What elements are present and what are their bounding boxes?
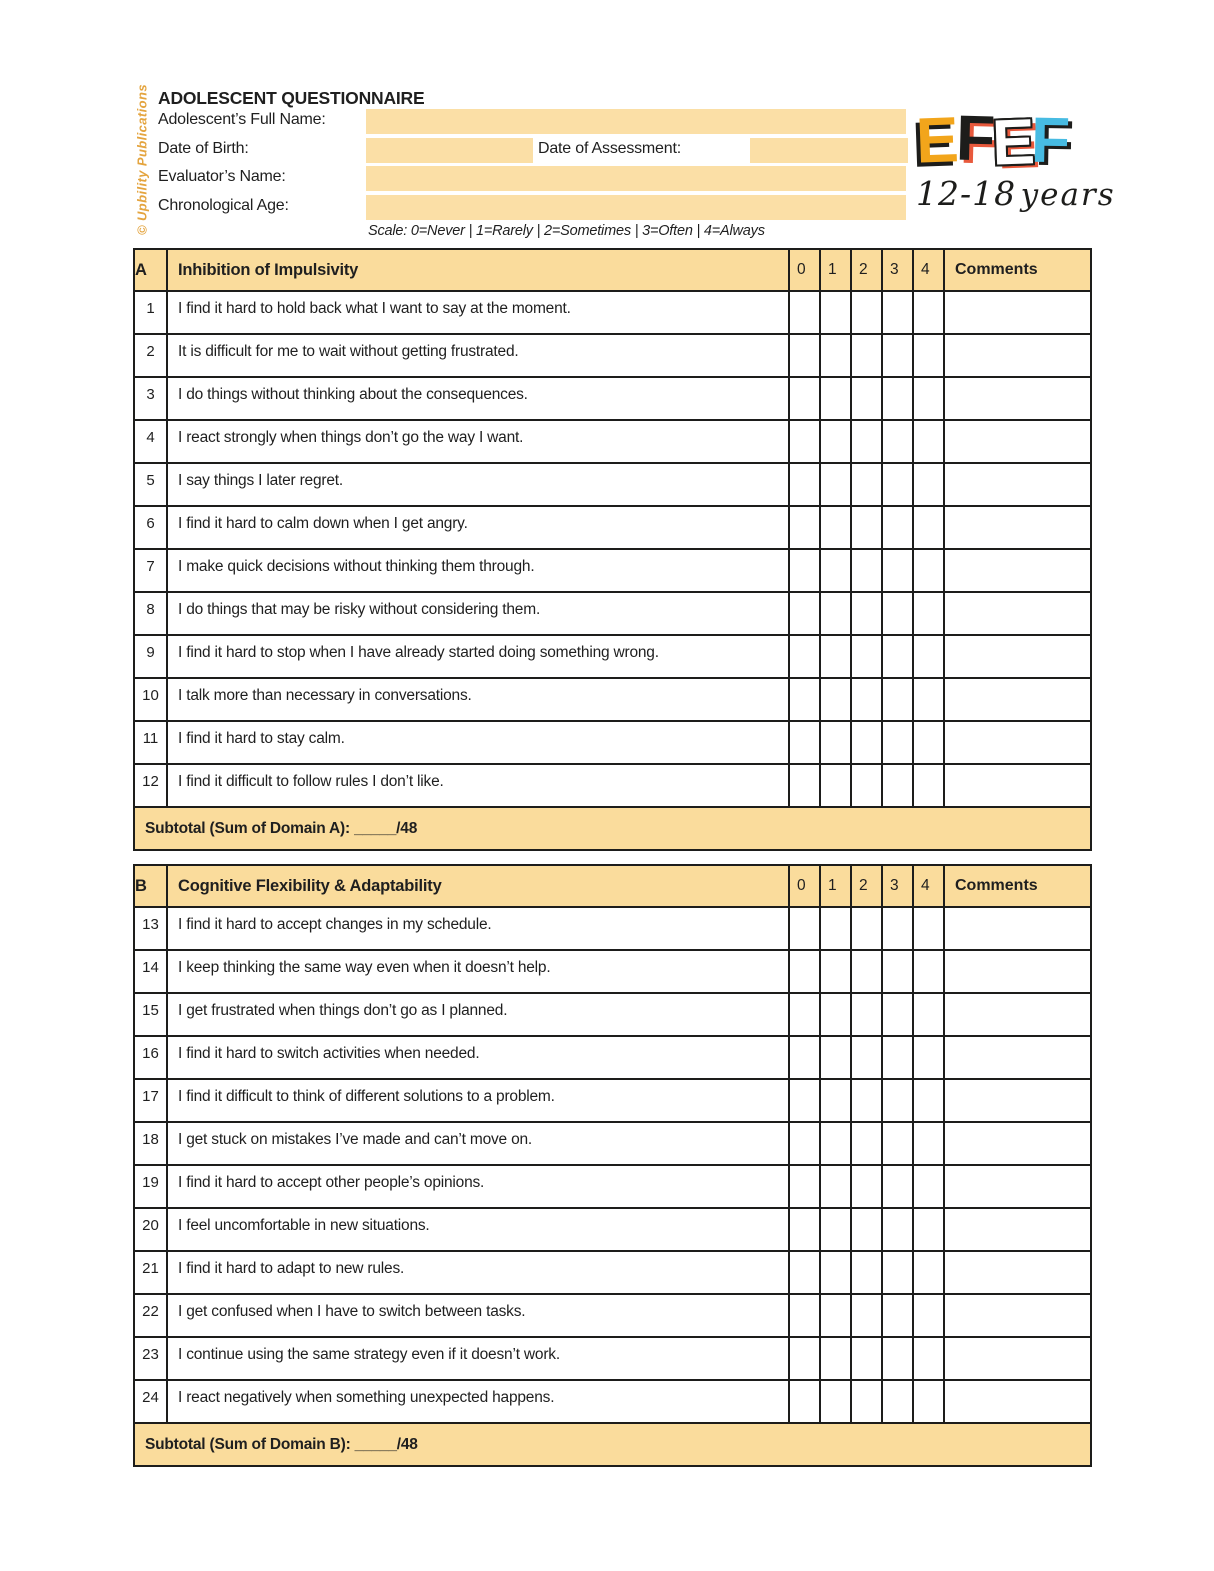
score-cell-2[interactable] xyxy=(851,1036,882,1079)
comment-cell[interactable] xyxy=(944,721,1091,764)
score-cell-1[interactable] xyxy=(820,1380,851,1423)
score-cell-4[interactable] xyxy=(913,1165,944,1208)
item-number: 6 xyxy=(134,506,167,549)
item-number: 20 xyxy=(134,1208,167,1251)
score-cell-0[interactable] xyxy=(789,1165,820,1208)
efef-letter-4: F xyxy=(1030,103,1069,177)
chronological-age-field[interactable] xyxy=(366,195,906,220)
efef-logo xyxy=(914,101,1116,213)
score-cell-2[interactable] xyxy=(851,1251,882,1294)
domain-b-code: B xyxy=(134,865,167,907)
score-cell-3[interactable] xyxy=(882,1294,913,1337)
assessment-date-field[interactable] xyxy=(750,138,908,163)
score-cell-1[interactable] xyxy=(820,1079,851,1122)
item-statement: I make quick decisions without thinking them through. xyxy=(167,549,789,592)
score-cell-3[interactable] xyxy=(882,1036,913,1079)
score-cell-2[interactable] xyxy=(851,592,882,635)
score-cell-0[interactable] xyxy=(789,1337,820,1380)
comment-cell[interactable] xyxy=(944,678,1091,721)
question-row xyxy=(134,1165,1091,1208)
assessment-date-label: Date of Assessment: xyxy=(538,140,681,157)
item-statement: I do things that may be risky without considering them. xyxy=(167,592,789,635)
efef-letter-2: F xyxy=(954,101,993,175)
comment-cell[interactable] xyxy=(944,1208,1091,1251)
score-cell-1[interactable] xyxy=(820,950,851,993)
chronological-age-label: Chronological Age: xyxy=(158,197,289,214)
question-row xyxy=(134,721,1091,764)
comment-cell[interactable] xyxy=(944,1294,1091,1337)
item-number: 13 xyxy=(134,907,167,950)
form-header xyxy=(0,0,1214,248)
comment-cell[interactable] xyxy=(944,291,1091,334)
copyright-vertical-text: © Upbility Publications xyxy=(134,84,150,235)
item-statement: I react negatively when something unexpected happens. xyxy=(167,1380,789,1423)
question-row xyxy=(134,1251,1091,1294)
score-cell-4[interactable] xyxy=(913,950,944,993)
item-statement: I say things I later regret. xyxy=(167,463,789,506)
item-number: 11 xyxy=(134,721,167,764)
score-cell-2[interactable] xyxy=(851,635,882,678)
score-cell-4[interactable] xyxy=(913,1337,944,1380)
score-cell-0[interactable] xyxy=(789,506,820,549)
score-cell-3[interactable] xyxy=(882,1380,913,1423)
question-row xyxy=(134,1337,1091,1380)
score-cell-0[interactable] xyxy=(789,1036,820,1079)
item-number: 15 xyxy=(134,993,167,1036)
score-cell-4[interactable] xyxy=(913,592,944,635)
domain-a-subtotal-row xyxy=(134,807,1091,850)
question-row xyxy=(134,420,1091,463)
item-number: 19 xyxy=(134,1165,167,1208)
score-cell-3[interactable] xyxy=(882,635,913,678)
item-statement: I find it difficult to follow rules I don’t like. xyxy=(167,764,789,807)
domain-b-subtotal-row xyxy=(134,1423,1091,1466)
item-number: 17 xyxy=(134,1079,167,1122)
score-cell-0[interactable] xyxy=(789,377,820,420)
score-cell-1[interactable] xyxy=(820,678,851,721)
comment-cell[interactable] xyxy=(944,463,1091,506)
item-statement: I get frustrated when things don’t go as I planned. xyxy=(167,993,789,1036)
comment-cell[interactable] xyxy=(944,1036,1091,1079)
score-cell-3[interactable] xyxy=(882,506,913,549)
comment-cell[interactable] xyxy=(944,1165,1091,1208)
score-cell-2[interactable] xyxy=(851,549,882,592)
score-cell-4[interactable] xyxy=(913,1079,944,1122)
score-cell-3[interactable] xyxy=(882,377,913,420)
item-number: 3 xyxy=(134,377,167,420)
domain-b-header-row xyxy=(134,865,1091,907)
score-cell-4[interactable] xyxy=(913,420,944,463)
score-cell-2[interactable] xyxy=(851,1380,882,1423)
score-cell-1[interactable] xyxy=(820,377,851,420)
score-cell-4[interactable] xyxy=(913,506,944,549)
score-cell-4[interactable] xyxy=(913,721,944,764)
comment-cell[interactable] xyxy=(944,420,1091,463)
comment-cell[interactable] xyxy=(944,764,1091,807)
score-cell-2[interactable] xyxy=(851,1208,882,1251)
score-cell-2[interactable] xyxy=(851,993,882,1036)
question-row xyxy=(134,506,1091,549)
score-cell-1[interactable] xyxy=(820,506,851,549)
score-cell-3[interactable] xyxy=(882,1337,913,1380)
item-number: 22 xyxy=(134,1294,167,1337)
score-cell-3[interactable] xyxy=(882,549,913,592)
score-cell-4[interactable] xyxy=(913,549,944,592)
page-title: ADOLESCENT QUESTIONNAIRE xyxy=(158,88,425,108)
score-cell-1[interactable] xyxy=(820,1251,851,1294)
score-cell-0[interactable] xyxy=(789,549,820,592)
comment-cell[interactable] xyxy=(944,1380,1091,1423)
scale-col-4: 4 xyxy=(913,249,944,291)
score-cell-1[interactable] xyxy=(820,1337,851,1380)
age-word-text: years xyxy=(1020,177,1116,213)
score-cell-0[interactable] xyxy=(789,463,820,506)
score-cell-2[interactable] xyxy=(851,377,882,420)
score-cell-0[interactable] xyxy=(789,1294,820,1337)
item-number: 24 xyxy=(134,1380,167,1423)
scale-col-2: 2 xyxy=(851,249,882,291)
item-number: 10 xyxy=(134,678,167,721)
item-statement: I do things without thinking about the consequences. xyxy=(167,377,789,420)
score-cell-3[interactable] xyxy=(882,1122,913,1165)
domain-a-subtotal[interactable]: Subtotal (Sum of Domain A): _____/48 xyxy=(134,807,1091,850)
score-cell-1[interactable] xyxy=(820,993,851,1036)
age-range-line xyxy=(916,174,1116,213)
score-cell-0[interactable] xyxy=(789,993,820,1036)
scale-col-4: 4 xyxy=(913,865,944,907)
score-cell-2[interactable] xyxy=(851,678,882,721)
score-cell-0[interactable] xyxy=(789,592,820,635)
question-row xyxy=(134,1036,1091,1079)
comment-cell[interactable] xyxy=(944,907,1091,950)
domain-a-table xyxy=(133,248,1092,851)
item-number: 23 xyxy=(134,1337,167,1380)
score-cell-2[interactable] xyxy=(851,721,882,764)
score-cell-4[interactable] xyxy=(913,678,944,721)
item-statement: I continue using the same strategy even if it doesn’t work. xyxy=(167,1337,789,1380)
item-number: 9 xyxy=(134,635,167,678)
score-cell-3[interactable] xyxy=(882,1165,913,1208)
score-cell-0[interactable] xyxy=(789,334,820,377)
score-cell-0[interactable] xyxy=(789,950,820,993)
efef-letter-3: E xyxy=(990,105,1033,179)
item-statement: I keep thinking the same way even when it doesn’t help. xyxy=(167,950,789,993)
score-cell-1[interactable] xyxy=(820,420,851,463)
item-number: 14 xyxy=(134,950,167,993)
item-statement: I get confused when I have to switch between tasks. xyxy=(167,1294,789,1337)
score-cell-1[interactable] xyxy=(820,463,851,506)
item-number: 4 xyxy=(134,420,167,463)
domain-a-header-row xyxy=(134,249,1091,291)
domain-a-title: Inhibition of Impulsivity xyxy=(167,249,789,291)
score-cell-4[interactable] xyxy=(913,764,944,807)
full-name-field[interactable] xyxy=(366,109,906,134)
score-cell-3[interactable] xyxy=(882,764,913,807)
score-cell-4[interactable] xyxy=(913,463,944,506)
score-cell-2[interactable] xyxy=(851,1337,882,1380)
scale-col-3: 3 xyxy=(882,249,913,291)
score-cell-3[interactable] xyxy=(882,420,913,463)
question-row xyxy=(134,907,1091,950)
item-statement: I find it hard to stop when I have already started doing something wrong. xyxy=(167,635,789,678)
item-number: 1 xyxy=(134,291,167,334)
score-cell-2[interactable] xyxy=(851,764,882,807)
score-cell-2[interactable] xyxy=(851,463,882,506)
item-statement: I find it difficult to think of different solutions to a problem. xyxy=(167,1079,789,1122)
item-statement: I feel uncomfortable in new situations. xyxy=(167,1208,789,1251)
item-number: 21 xyxy=(134,1251,167,1294)
score-cell-4[interactable] xyxy=(913,1036,944,1079)
comment-cell[interactable] xyxy=(944,950,1091,993)
score-cell-1[interactable] xyxy=(820,1294,851,1337)
score-cell-3[interactable] xyxy=(882,291,913,334)
score-cell-3[interactable] xyxy=(882,678,913,721)
scale-col-1: 1 xyxy=(820,865,851,907)
score-cell-1[interactable] xyxy=(820,334,851,377)
score-cell-1[interactable] xyxy=(820,635,851,678)
score-cell-4[interactable] xyxy=(913,1294,944,1337)
efef-letter-1: E xyxy=(914,103,957,177)
score-cell-0[interactable] xyxy=(789,678,820,721)
item-number: 7 xyxy=(134,549,167,592)
age-range-text: 12-18 xyxy=(916,174,1017,213)
question-row xyxy=(134,950,1091,993)
item-number: 8 xyxy=(134,592,167,635)
score-cell-3[interactable] xyxy=(882,334,913,377)
score-cell-4[interactable] xyxy=(913,291,944,334)
question-row xyxy=(134,993,1091,1036)
scale-col-1: 1 xyxy=(820,249,851,291)
item-statement: It is difficult for me to wait without getting frustrated. xyxy=(167,334,789,377)
question-row xyxy=(134,1294,1091,1337)
score-cell-3[interactable] xyxy=(882,463,913,506)
score-cell-1[interactable] xyxy=(820,592,851,635)
question-row xyxy=(134,291,1091,334)
score-cell-4[interactable] xyxy=(913,1208,944,1251)
score-cell-2[interactable] xyxy=(851,1122,882,1165)
comment-cell[interactable] xyxy=(944,1337,1091,1380)
score-cell-4[interactable] xyxy=(913,1251,944,1294)
score-cell-4[interactable] xyxy=(913,334,944,377)
score-cell-0[interactable] xyxy=(789,635,820,678)
score-cell-2[interactable] xyxy=(851,1165,882,1208)
question-row xyxy=(134,334,1091,377)
question-row xyxy=(134,1380,1091,1423)
score-cell-3[interactable] xyxy=(882,1208,913,1251)
score-cell-0[interactable] xyxy=(789,1079,820,1122)
question-row xyxy=(134,377,1091,420)
score-cell-3[interactable] xyxy=(882,907,913,950)
scale-note: Scale: 0=Never | 1=Rarely | 2=Sometimes | 3=Often | 4=Always xyxy=(368,223,765,239)
score-cell-0[interactable] xyxy=(789,721,820,764)
score-cell-1[interactable] xyxy=(820,907,851,950)
score-cell-3[interactable] xyxy=(882,1079,913,1122)
score-cell-4[interactable] xyxy=(913,1380,944,1423)
score-cell-2[interactable] xyxy=(851,420,882,463)
score-cell-2[interactable] xyxy=(851,291,882,334)
comment-cell[interactable] xyxy=(944,549,1091,592)
comment-cell[interactable] xyxy=(944,1122,1091,1165)
score-cell-0[interactable] xyxy=(789,1251,820,1294)
score-cell-0[interactable] xyxy=(789,1122,820,1165)
comment-cell[interactable] xyxy=(944,993,1091,1036)
comments-column-header: Comments xyxy=(944,865,1091,907)
evaluator-name-label: Evaluator’s Name: xyxy=(158,168,286,185)
item-statement: I find it hard to hold back what I want to say at the moment. xyxy=(167,291,789,334)
comment-cell[interactable] xyxy=(944,506,1091,549)
scale-col-2: 2 xyxy=(851,865,882,907)
score-cell-1[interactable] xyxy=(820,291,851,334)
score-cell-1[interactable] xyxy=(820,1208,851,1251)
score-cell-2[interactable] xyxy=(851,334,882,377)
score-cell-3[interactable] xyxy=(882,721,913,764)
score-cell-3[interactable] xyxy=(882,1251,913,1294)
comment-cell[interactable] xyxy=(944,1079,1091,1122)
score-cell-2[interactable] xyxy=(851,506,882,549)
score-cell-1[interactable] xyxy=(820,1036,851,1079)
date-of-birth-field[interactable] xyxy=(366,138,533,163)
question-row xyxy=(134,1122,1091,1165)
question-row xyxy=(134,549,1091,592)
domain-a-code: A xyxy=(134,249,167,291)
item-statement: I find it hard to accept changes in my schedule. xyxy=(167,907,789,950)
domain-b-table xyxy=(133,864,1092,1467)
domain-b-subtotal[interactable]: Subtotal (Sum of Domain B): _____/48 xyxy=(134,1423,1091,1466)
score-cell-1[interactable] xyxy=(820,1165,851,1208)
question-row xyxy=(134,592,1091,635)
full-name-label: Adolescent’s Full Name: xyxy=(158,111,326,128)
item-statement: I find it hard to stay calm. xyxy=(167,721,789,764)
score-cell-4[interactable] xyxy=(913,993,944,1036)
question-row xyxy=(134,678,1091,721)
score-cell-1[interactable] xyxy=(820,764,851,807)
scale-col-3: 3 xyxy=(882,865,913,907)
score-cell-0[interactable] xyxy=(789,291,820,334)
score-cell-2[interactable] xyxy=(851,950,882,993)
item-statement: I find it hard to calm down when I get angry. xyxy=(167,506,789,549)
evaluator-name-field[interactable] xyxy=(366,166,906,191)
score-cell-3[interactable] xyxy=(882,993,913,1036)
score-cell-1[interactable] xyxy=(820,1122,851,1165)
item-statement: I find it hard to switch activities when needed. xyxy=(167,1036,789,1079)
score-cell-2[interactable] xyxy=(851,1079,882,1122)
score-cell-4[interactable] xyxy=(913,377,944,420)
item-statement: I find it hard to accept other people’s opinions. xyxy=(167,1165,789,1208)
domain-b-title: Cognitive Flexibility & Adaptability xyxy=(167,865,789,907)
score-cell-2[interactable] xyxy=(851,907,882,950)
score-cell-1[interactable] xyxy=(820,549,851,592)
score-cell-0[interactable] xyxy=(789,420,820,463)
score-cell-4[interactable] xyxy=(913,635,944,678)
score-cell-3[interactable] xyxy=(882,950,913,993)
question-row xyxy=(134,764,1091,807)
score-cell-0[interactable] xyxy=(789,764,820,807)
score-cell-2[interactable] xyxy=(851,1294,882,1337)
score-cell-1[interactable] xyxy=(820,721,851,764)
item-number: 18 xyxy=(134,1122,167,1165)
comment-cell[interactable] xyxy=(944,592,1091,635)
date-of-birth-label: Date of Birth: xyxy=(158,140,249,157)
question-row xyxy=(134,1208,1091,1251)
scale-col-0: 0 xyxy=(789,865,820,907)
question-row xyxy=(134,635,1091,678)
score-cell-3[interactable] xyxy=(882,592,913,635)
score-cell-0[interactable] xyxy=(789,1380,820,1423)
efef-wordmark xyxy=(914,101,1106,179)
item-number: 5 xyxy=(134,463,167,506)
comment-cell[interactable] xyxy=(944,377,1091,420)
score-cell-4[interactable] xyxy=(913,1122,944,1165)
item-statement: I get stuck on mistakes I’ve made and can’t move on. xyxy=(167,1122,789,1165)
comment-cell[interactable] xyxy=(944,635,1091,678)
item-statement: I react strongly when things don’t go the way I want. xyxy=(167,420,789,463)
item-number: 12 xyxy=(134,764,167,807)
score-cell-4[interactable] xyxy=(913,907,944,950)
score-cell-0[interactable] xyxy=(789,1208,820,1251)
comment-cell[interactable] xyxy=(944,1251,1091,1294)
scale-col-0: 0 xyxy=(789,249,820,291)
item-statement: I talk more than necessary in conversations. xyxy=(167,678,789,721)
comment-cell[interactable] xyxy=(944,334,1091,377)
item-number: 16 xyxy=(134,1036,167,1079)
question-row xyxy=(134,463,1091,506)
score-cell-0[interactable] xyxy=(789,907,820,950)
item-statement: I find it hard to adapt to new rules. xyxy=(167,1251,789,1294)
comments-column-header: Comments xyxy=(944,249,1091,291)
question-row xyxy=(134,1079,1091,1122)
item-number: 2 xyxy=(134,334,167,377)
